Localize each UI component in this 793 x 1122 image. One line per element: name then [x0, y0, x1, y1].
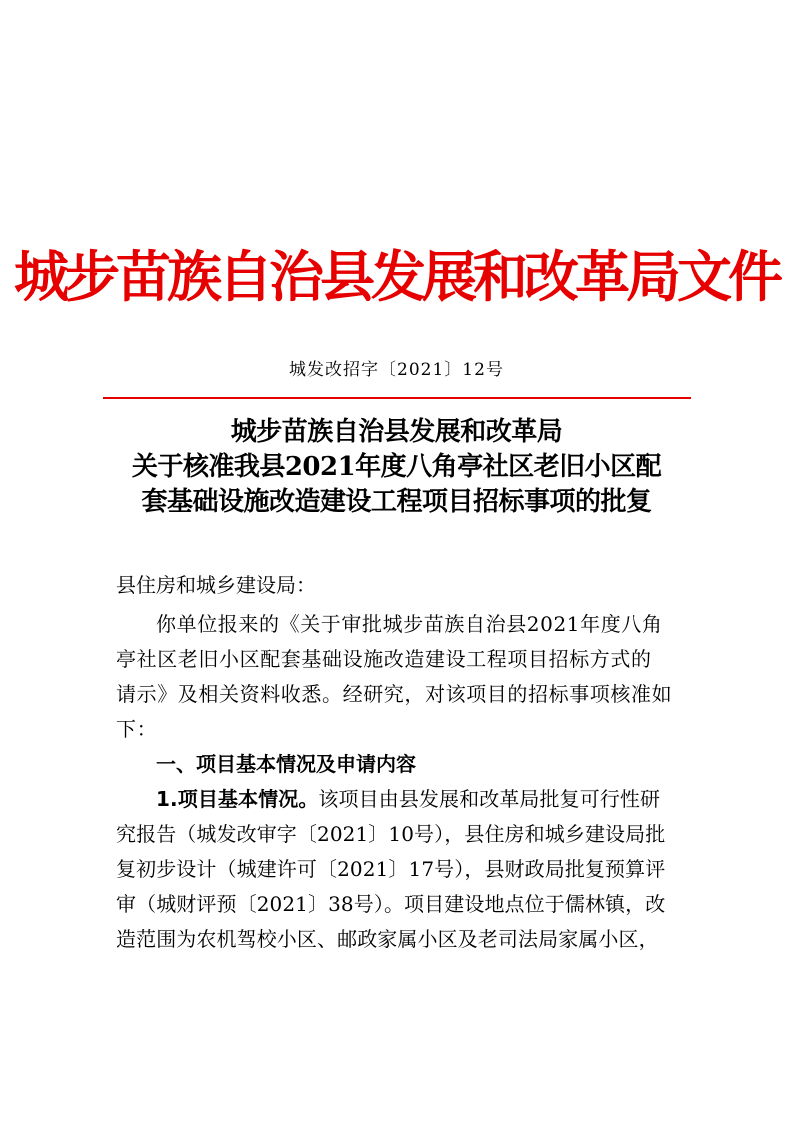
paragraph-1-line-1: 你单位报来的《关于审批城步苗族自治县2021年度八角	[156, 612, 663, 636]
salutation: 县住房和城乡建设局：	[116, 573, 316, 597]
item-1-line-2: 究报告（城发改审字〔2021〕10号），县住房和城乡建设局批	[116, 822, 666, 846]
letterhead-title: 城步苗族自治县发展和改革局文件	[13, 245, 779, 309]
item-1-line-5: 造范围为农机驾校小区、邮政家属小区及老司法局家属小区，	[116, 927, 659, 951]
item-1-first-text: 该项目由县发展和改革局批复可行性研	[318, 787, 661, 811]
item-1-line-3: 复初步设计（城建许可〔2021〕17号），县财政局批复预算评	[116, 857, 666, 881]
document-title	[100, 415, 693, 520]
title-line-3: 套基础设施改造建设工程项目招标事项的批复	[141, 487, 652, 517]
title-line-1: 城步苗族自治县发展和改革局	[230, 417, 563, 447]
document-body	[116, 568, 688, 957]
paragraph-1-line-4: 下：	[116, 717, 158, 741]
red-divider-line	[103, 397, 691, 399]
section-heading-1: 一、项目基本情况及申请内容	[156, 752, 416, 776]
paragraph-1-line-3: 请示》及相关资料收悉。经研究，对该项目的招标事项核准如	[116, 682, 673, 706]
item-1-line-4: 审（城财评预〔2021〕38号）。项目建设地点位于儒林镇，改	[116, 892, 666, 916]
paragraph-1-line-2: 亭社区老旧小区配套基础设施改造建设工程项目招标方式的	[116, 647, 652, 671]
document-number: 城发改招字〔2021〕12号	[289, 360, 504, 380]
item-1-label: 1.项目基本情况。	[156, 787, 319, 811]
title-line-2: 关于核准我县2021年度八角亭社区老旧小区配	[131, 452, 662, 482]
item-1-line-1	[116, 782, 688, 817]
